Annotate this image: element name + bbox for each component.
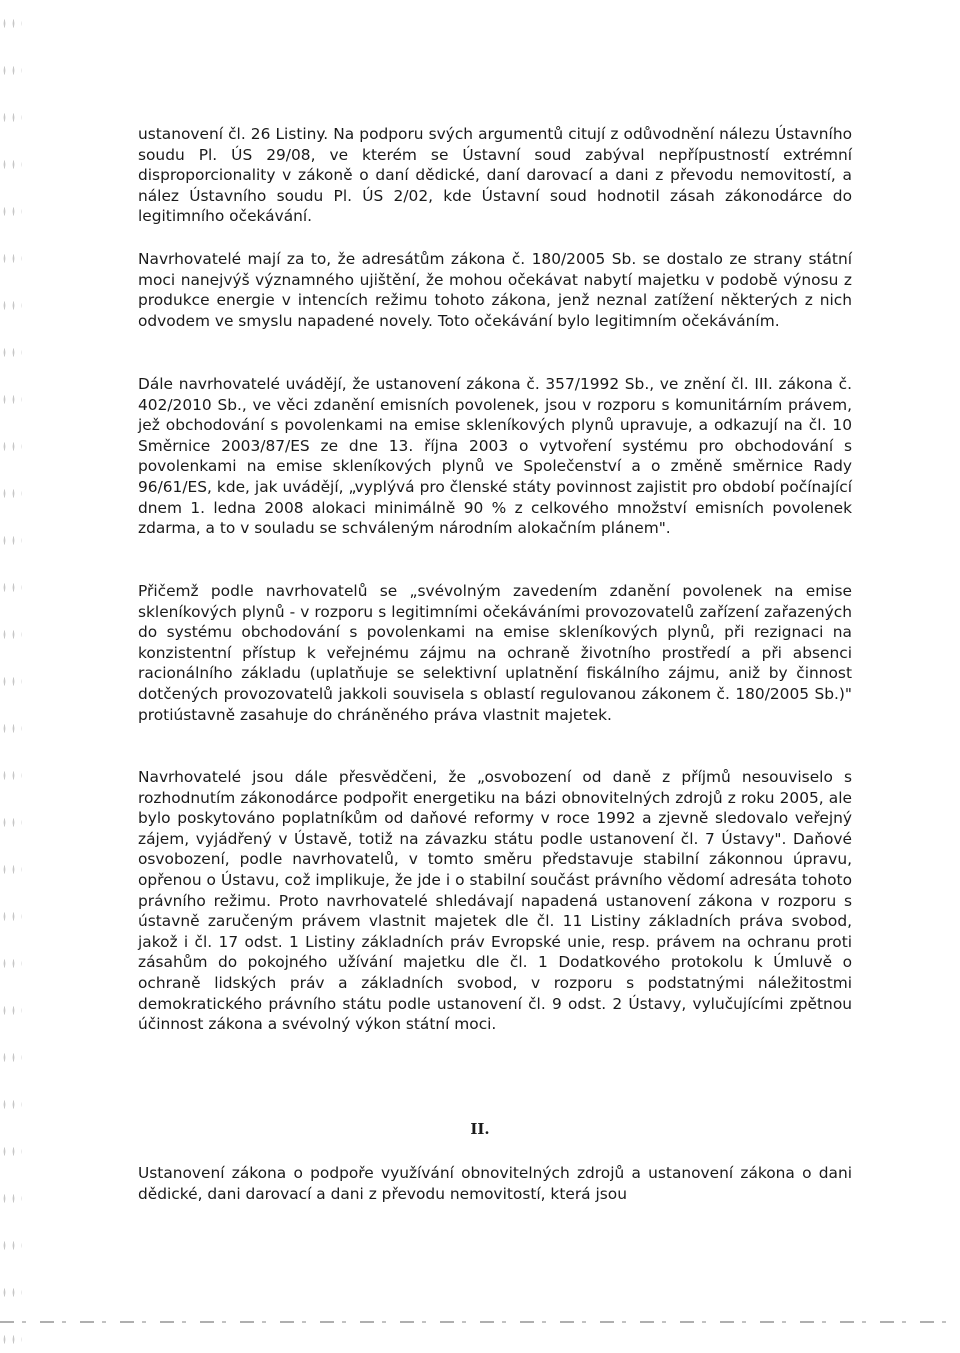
paragraph-section-two-intro: Ustanovení zákona o podpoře využívání obnovitelných zdrojů a ustanovení zákona o dani dědické, dani darovací a dani z převodu nemovitostí, která jsou <box>138 1164 852 1203</box>
paragraph-arbitrary-taxation: Přičemž podle navrhovatelů se „svévolným zavedením zdanění povolenek na emise skleníkových plynů - v rozporu s legitimními očekáváními provozovatelů zařízení zařazených do systému obchodování s povolenkami na emise skleníkových plynů, při rezignaci na konzistentní přístup k veřejnému zájmu na ochraně životního prostředí a při absenci racionálního základu (uplatňuje se selektivní uplatnění fiskálního zájmu, aniž by činnost dotčených provozovatelů jakkoli souvisela s oblastí regulovanou zákonem č. 180/2005 Sb.)" protiústavně zasahuje do chráněného práva vlastnit majetek. <box>138 582 852 724</box>
section-heading: II. <box>470 1120 490 1138</box>
scan-bottom-line <box>0 1321 960 1323</box>
paragraph-emission-allowances: Dále navrhovatelé uvádějí, že ustanovení zákona č. 357/1992 Sb., ve znění čl. III. zákona č. 402/2010 Sb., ve věci zdanění emisních povolenek, jsou v rozporu s komunitárním právem, jež obchodování s povolenkami na emise skleníkových plynů upravuje, a odkazují na čl. 10 Směrnice 2003/87/ES ze dne 13. října 2003 o vytvoření systému pro obchodování s povolenkami na emise skleníkových plynů ve Společenství a o změně směrnice Rady 96/61/ES, kde, jak uvádějí, „vyplývá pro členské státy povinnost zajistit pro období počínající dnem 1. ledna 2008 alokaci minimálně 90 % z celkového množství emisních povolenek zdarma, a to v souladu se schváleným národním alokačním plánem". <box>138 375 852 538</box>
paragraph-legitimate-expectation: Navrhovatelé mají za to, že adresátům zákona č. 180/2005 Sb. se dostalo ze strany státní moci nanejvýš významného ujištění, že mohou očekávat nabytí majetku v podobě výnosu z produkce energie v intencích režimu tohoto zákona, jenž neznal zatížení některých z nich odvodem ve smyslu napadené novely. Toto očekávání bylo legitimním očekáváním. <box>138 250 852 330</box>
paragraph-income-tax-exemption: Navrhovatelé jsou dále přesvědčeni, že „osvobození od daně z příjmů nesouviselo s rozhodnutím zákonodárce podpořit energetiku na bázi obnovitelných zdrojů z roku 2005, ale bylo poskytováno poplatníkům od daňové reformy v roce 1992 a zjevně sledovalo veřejný zájem, vyjádřený v Ústavě, totiž na závazku státu podle ustanovení čl. 7 Ústavy". Daňové osvobození, podle navrhovatelů, v tomto směru představuje stabilní zákonnou úpravu, opřenou o Ústavu, což implikuje, že jde i o stabilní součást právního vědomí adresáta tohoto právního režimu. Proto navrhovatelé shledávají napadená ustanovení zákona v rozporu s ústavně zaručeným právem vlastnit majetek dle čl. 11 Listiny základních práva svobod, jakož i čl. 17 odst. 1 Listiny základních práv Evropské unie, resp. právem na ochranu proti zásahům do pokojného užívání majetku dle čl. 1 Dodatkového protokolu k Úmluvě o ochraně lidských práv a základních svobod, v rozporu s podstatnými náležitostmi demokratického právního státu podle ustanovení čl. 9 odst. 2 Ústavy, vylučujícími zpětnou účinnost zákona a svévolný výkon státní moci. <box>138 768 852 1034</box>
scan-edge-noise <box>0 0 22 1353</box>
paragraph-constitutional-findings: ustanovení čl. 26 Listiny. Na podporu svých argumentů citují z odůvodnění nálezu Ústavního soudu Pl. ÚS 29/08, ve kterém se Ústavní soud zabýval nepřípustností extrémní disproporcionality v zákoně o daní dědické, daní darovací a dani z převodu nemovitostí, a nález Ústavního soudu Pl. ÚS 2/02, kde Ústavní soud hodnotil zásah zákonodárce do legitimního očekávání. <box>138 125 852 226</box>
